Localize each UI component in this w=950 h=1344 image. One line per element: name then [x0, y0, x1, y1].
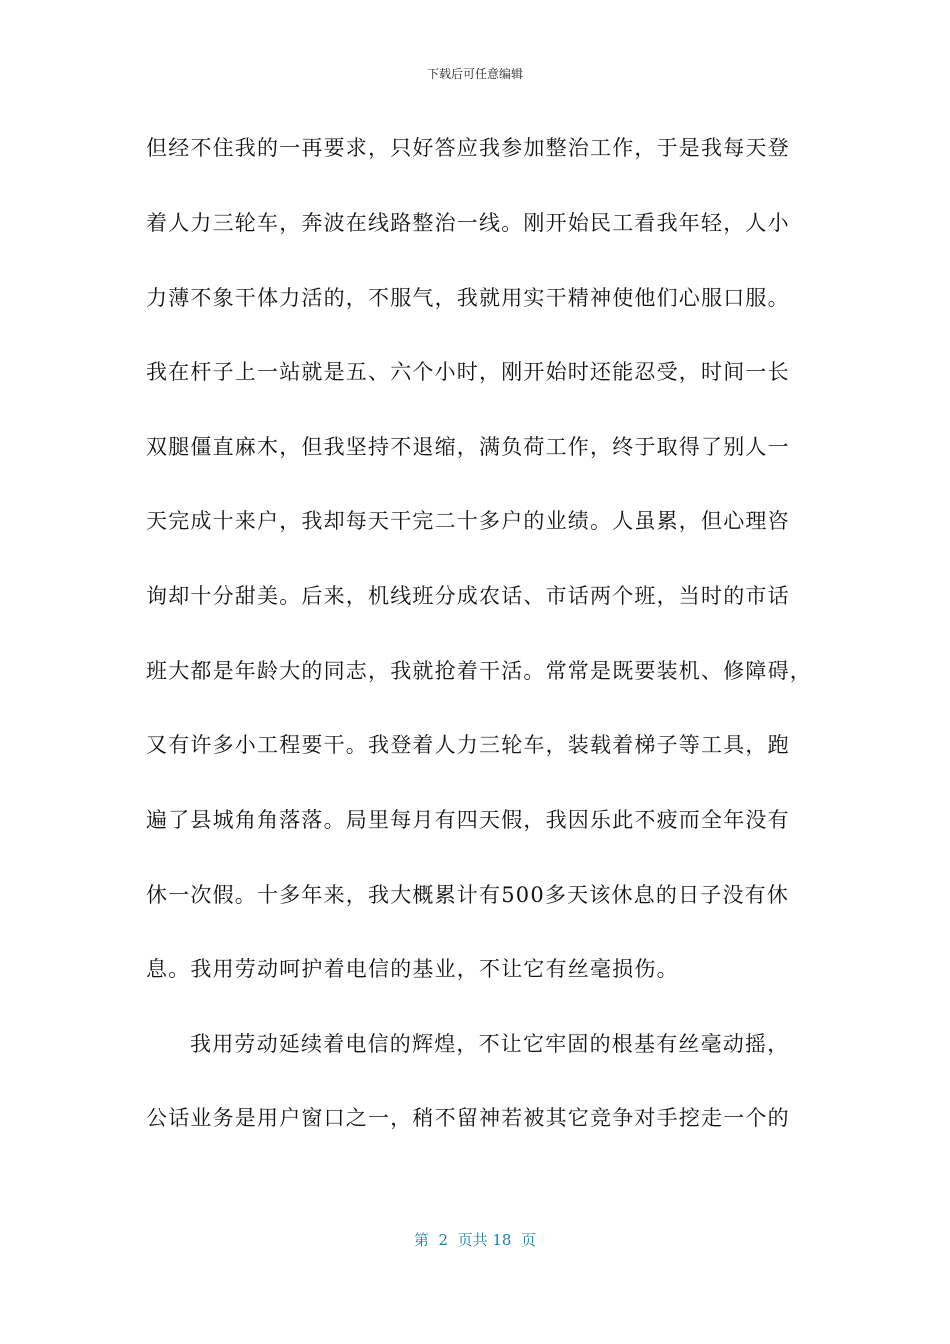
- text-line: 着人力三轮车，奔波在线路整治一线。刚开始民工看我年轻，人小: [146, 211, 790, 235]
- text-line: 但经不住我的一再要求，只好答应我参加整治工作，于是我每天登: [146, 136, 790, 160]
- text-line: 息。我用劳动呵护着电信的基业，不让它有丝毫损伤。: [146, 957, 679, 981]
- page-number-footer: 第 2 页共 18 页: [413, 1231, 536, 1249]
- text-line: 班大都是年龄大的同志，我就抢着干活。常常是既要装机、修障碍，: [146, 659, 812, 683]
- text-line: 双腿僵直麻木，但我坚持不退缩，满负荷工作，终于取得了别人一: [146, 435, 790, 459]
- text-line: 我在杆子上一站就是五、六个小时，刚开始时还能忍受，时间一长: [146, 360, 790, 384]
- text-line: 又有许多小工程要干。我登着人力三轮车，装载着梯子等工具，跑: [146, 733, 790, 757]
- text-line: 我用劳动延续着电信的辉煌，不让它牢固的根基有丝毫动摇，: [190, 1032, 790, 1056]
- text-line: 天完成十来户，我却每天干完二十多户的业绩。人虽累，但心理咨: [146, 509, 790, 533]
- page-header: 下载后可任意编辑: [426, 67, 523, 81]
- text-line: 询却十分甜美。后来，机线班分成农话、市话两个班，当时的市话: [146, 584, 790, 608]
- text-line: 遍了县城角角落落。局里每月有四天假，我因乐此不疲而全年没有: [146, 808, 790, 832]
- text-line: 力薄不象干体力活的，不服气，我就用实干精神使他们心服口服。: [146, 286, 790, 310]
- text-line: 休一次假。十多年来，我大概累计有500多天该休息的日子没有休: [146, 883, 790, 907]
- text-line: 公话业务是用户窗口之一，稍不留神若被其它竞争对手挖走一个的: [146, 1106, 790, 1130]
